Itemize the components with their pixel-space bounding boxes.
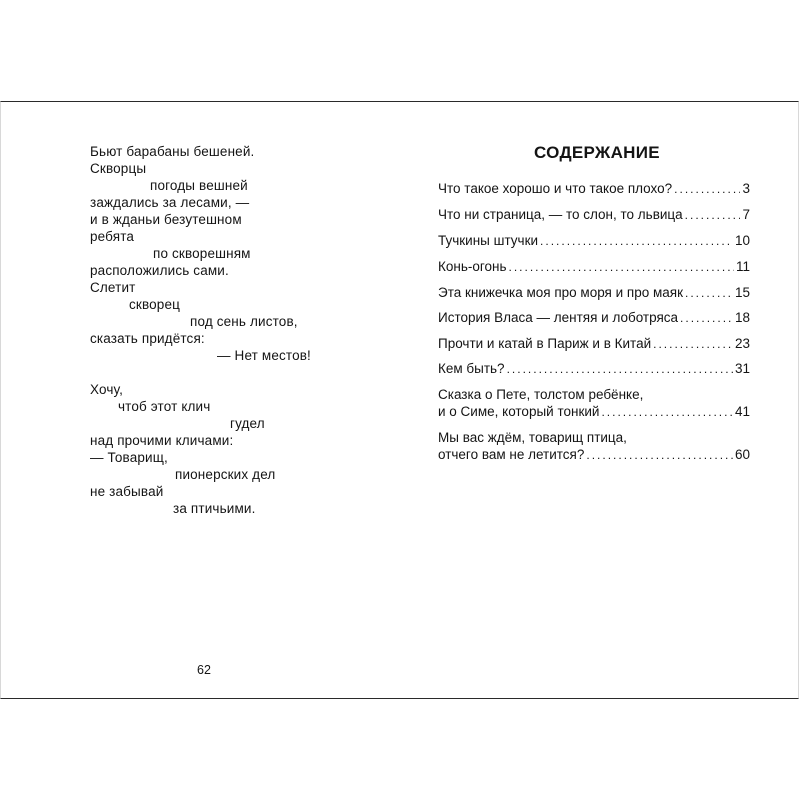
poem-line: Скворцы: [90, 161, 147, 176]
toc-entry-title: отчего вам не летится?: [438, 447, 585, 462]
leader-dots: [674, 181, 740, 198]
leader-dots: [601, 404, 733, 421]
toc-entry: [438, 284, 750, 301]
toc-entry-page: 10: [734, 233, 750, 248]
poem-line: сказать придётся:: [90, 331, 205, 346]
poem-line: расположились сами.: [90, 263, 229, 278]
toc-entry-page: 41: [734, 404, 750, 419]
toc-entry: [438, 386, 750, 420]
toc-entry-title: Сказка о Пете, толстом ребёнке,: [438, 387, 644, 402]
toc-entry: [438, 232, 750, 249]
toc-entry-title: Что такое хорошо и что такое плохо?: [438, 181, 673, 196]
toc-entry: [438, 360, 750, 377]
toc-entry-page: 7: [742, 207, 750, 222]
poem-line: и в жданьи безутешном: [90, 212, 242, 227]
poem-line: скворец: [129, 297, 180, 312]
poem-line: Слетит: [90, 280, 136, 295]
poem-line: заждались за лесами, —: [90, 195, 250, 210]
poem-line: ребята: [90, 229, 135, 244]
poem-line: не забывай: [90, 484, 164, 499]
poem-line: Бьют барабаны бешеней.: [90, 144, 255, 159]
toc-entry-title: Прочти и катай в Париж и в Китай: [438, 336, 652, 351]
poem-line: — Нет местов!: [217, 348, 311, 363]
toc-entry-title: Кем быть?: [438, 361, 505, 376]
toc-entry-title: Конь-огонь: [438, 259, 507, 274]
toc-entry-title: Эта книжечка моя про моря и про маяк: [438, 285, 683, 300]
toc-entry: [438, 429, 750, 463]
toc-entry-title: Что ни страница, — то слон, то львица: [438, 207, 683, 222]
page-number: 62: [197, 663, 211, 677]
poem-line: пионерских дел: [175, 467, 276, 482]
toc-entry-page: 18: [734, 310, 750, 325]
leader-dots: [509, 259, 734, 276]
poem-line: — Товарищ,: [90, 450, 168, 465]
toc-entry-title: Мы вас ждём, товарищ птица,: [438, 430, 627, 445]
leader-dots: [685, 285, 733, 302]
toc-entry: [438, 309, 750, 326]
toc-entry: [438, 206, 750, 223]
toc-entry-page: 11: [735, 259, 750, 274]
toc-entry-title: и о Симе, который тонкий: [438, 404, 600, 419]
poem-line: Хочу,: [90, 382, 123, 397]
poem-line: гудел: [230, 416, 265, 431]
poem-line: за птичьими.: [173, 501, 256, 516]
toc-entry-title: История Власа — лентяя и лоботряса: [438, 310, 679, 325]
leader-dots: [507, 361, 733, 378]
toc-entry: [438, 180, 750, 197]
poem-line: погоды вешней: [150, 178, 248, 193]
toc-entry: [438, 335, 750, 352]
poem-line: над прочими кличами:: [90, 433, 234, 448]
leader-dots: [680, 310, 733, 327]
toc-entry-page: 15: [734, 285, 750, 300]
toc-entry-title: Тучкины штучки: [438, 233, 539, 248]
poem-line: по скворешням: [153, 246, 251, 261]
toc-entry: [438, 258, 750, 275]
toc-entry-page: 60: [734, 447, 750, 462]
toc-entry-page: 31: [734, 361, 750, 376]
poem-line: под сень листов,: [190, 314, 298, 329]
poem-line: чтоб этот клич: [118, 399, 211, 414]
leader-dots: [685, 207, 741, 224]
leader-dots: [540, 233, 733, 250]
leader-dots: [653, 336, 733, 353]
leader-dots: [586, 447, 733, 464]
toc-entry-page: 3: [742, 181, 750, 196]
toc-entry-page: 23: [734, 336, 750, 351]
toc-title: СОДЕРЖАНИЕ: [534, 143, 660, 162]
